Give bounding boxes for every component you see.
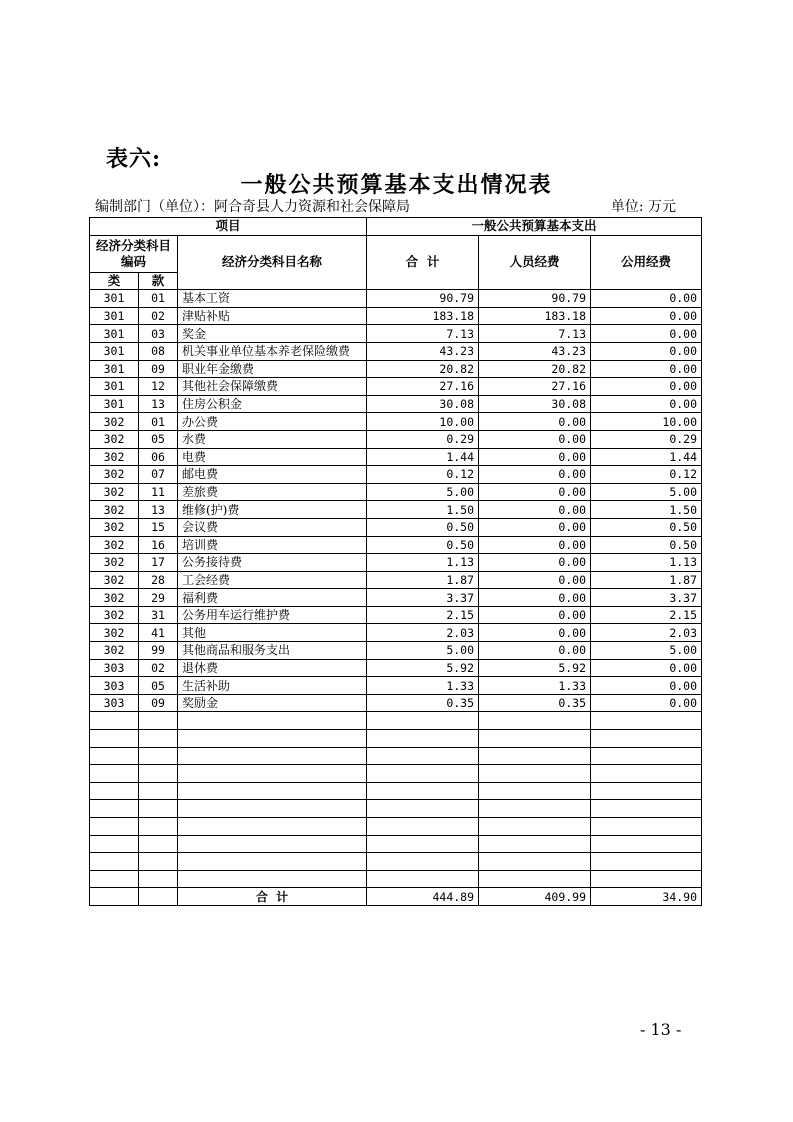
class-code-cell: 301 (90, 360, 139, 378)
table-row (90, 642, 702, 660)
blank-cell (139, 870, 178, 888)
class-code-cell: 302 (90, 430, 139, 448)
blank-cell (139, 835, 178, 853)
public-cell: 0.00 (591, 290, 702, 308)
class-code-cell: 302 (90, 554, 139, 572)
public-cell: 10.00 (591, 413, 702, 431)
total-cell: 0.29 (367, 430, 479, 448)
grand-personnel-cell: 409.99 (479, 888, 591, 906)
blank-cell (591, 765, 702, 783)
item-code-cell: 13 (139, 395, 178, 413)
item-code-cell: 99 (139, 642, 178, 660)
item-name-cell: 培训费 (178, 536, 367, 554)
public-cell: 1.87 (591, 571, 702, 589)
blank-cell (367, 712, 479, 730)
header-name: 经济分类科目名称 (178, 235, 367, 290)
total-cell: 30.08 (367, 395, 479, 413)
item-code-cell: 29 (139, 589, 178, 607)
class-code-cell: 301 (90, 325, 139, 343)
item-name-cell: 其他 (178, 624, 367, 642)
item-name-cell: 其他社会保障缴费 (178, 378, 367, 396)
header-personnel: 人员经费 (479, 235, 591, 290)
blank-cell (139, 765, 178, 783)
table-row (90, 483, 702, 501)
total-cell: 1.87 (367, 571, 479, 589)
personnel-cell: 0.00 (479, 554, 591, 572)
blank-cell (479, 835, 591, 853)
table-row (90, 466, 702, 484)
blank-row (90, 870, 702, 888)
blank-cell (90, 835, 139, 853)
item-code-cell: 09 (139, 360, 178, 378)
personnel-cell: 7.13 (479, 325, 591, 343)
item-code-cell: 15 (139, 518, 178, 536)
meta-line (95, 196, 680, 216)
class-code-cell: 302 (90, 518, 139, 536)
table-row (90, 571, 702, 589)
total-label: 合 计 (178, 888, 367, 906)
blank-cell (90, 888, 139, 906)
blank-cell (591, 730, 702, 748)
total-cell: 20.82 (367, 360, 479, 378)
item-name-cell: 其他商品和服务支出 (178, 642, 367, 660)
blank-row (90, 853, 702, 871)
table-body (90, 290, 702, 906)
table-row (90, 325, 702, 343)
class-code-cell: 302 (90, 642, 139, 660)
blank-cell (479, 712, 591, 730)
total-cell: 1.50 (367, 501, 479, 519)
grand-total-cell: 444.89 (367, 888, 479, 906)
public-cell: 0.00 (591, 325, 702, 343)
blank-cell (90, 853, 139, 871)
blank-row (90, 782, 702, 800)
public-cell: 1.50 (591, 501, 702, 519)
total-cell: 0.12 (367, 466, 479, 484)
blank-cell (139, 800, 178, 818)
personnel-cell: 5.92 (479, 659, 591, 677)
table-row (90, 378, 702, 396)
blank-cell (591, 870, 702, 888)
table-row (90, 307, 702, 325)
item-name-cell: 基本工资 (178, 290, 367, 308)
total-cell: 2.15 (367, 606, 479, 624)
blank-row (90, 835, 702, 853)
item-name-cell: 福利费 (178, 589, 367, 607)
blank-cell (139, 747, 178, 765)
public-cell: 1.13 (591, 554, 702, 572)
total-cell: 1.13 (367, 554, 479, 572)
public-cell: 0.50 (591, 536, 702, 554)
item-name-cell: 差旅费 (178, 483, 367, 501)
class-code-cell: 301 (90, 395, 139, 413)
total-cell: 5.92 (367, 659, 479, 677)
public-cell: 0.50 (591, 518, 702, 536)
class-code-cell: 302 (90, 589, 139, 607)
public-cell: 2.15 (591, 606, 702, 624)
public-cell: 0.00 (591, 342, 702, 360)
header-budget: 一般公共预算基本支出 (367, 218, 702, 236)
blank-cell (591, 712, 702, 730)
budget-table (89, 217, 702, 906)
blank-cell (90, 818, 139, 836)
table-row (90, 694, 702, 712)
public-cell: 0.29 (591, 430, 702, 448)
public-cell: 0.00 (591, 360, 702, 378)
header-project: 项目 (90, 218, 367, 236)
class-code-cell: 302 (90, 606, 139, 624)
blank-cell (367, 800, 479, 818)
item-name-cell: 公务接待费 (178, 554, 367, 572)
table-row (90, 448, 702, 466)
class-code-cell: 302 (90, 413, 139, 431)
blank-cell (90, 800, 139, 818)
public-cell: 0.12 (591, 466, 702, 484)
total-cell: 43.23 (367, 342, 479, 360)
public-cell: 0.00 (591, 395, 702, 413)
table-row (90, 360, 702, 378)
blank-cell (90, 747, 139, 765)
total-cell: 1.33 (367, 677, 479, 695)
blank-cell (178, 747, 367, 765)
header-code: 经济分类科目编码 (90, 235, 178, 272)
total-row (90, 888, 702, 906)
item-name-cell: 生活补助 (178, 677, 367, 695)
item-name-cell: 水费 (178, 430, 367, 448)
blank-cell (178, 782, 367, 800)
class-code-cell: 302 (90, 571, 139, 589)
table-row (90, 536, 702, 554)
item-code-cell: 06 (139, 448, 178, 466)
blank-cell (591, 835, 702, 853)
blank-cell (178, 870, 367, 888)
class-code-cell: 301 (90, 290, 139, 308)
personnel-cell: 0.00 (479, 448, 591, 466)
item-code-cell: 02 (139, 659, 178, 677)
personnel-cell: 43.23 (479, 342, 591, 360)
blank-cell (90, 712, 139, 730)
blank-cell (479, 765, 591, 783)
blank-cell (479, 747, 591, 765)
item-code-cell: 07 (139, 466, 178, 484)
personnel-cell: 0.00 (479, 642, 591, 660)
blank-cell (90, 765, 139, 783)
total-cell: 1.44 (367, 448, 479, 466)
item-code-cell: 03 (139, 325, 178, 343)
personnel-cell: 27.16 (479, 378, 591, 396)
item-name-cell: 公务用车运行维护费 (178, 606, 367, 624)
blank-row (90, 747, 702, 765)
table-row (90, 606, 702, 624)
table-row (90, 554, 702, 572)
blank-cell (367, 818, 479, 836)
item-code-cell: 31 (139, 606, 178, 624)
table-row (90, 659, 702, 677)
blank-cell (367, 870, 479, 888)
item-name-cell: 电费 (178, 448, 367, 466)
personnel-cell: 0.00 (479, 466, 591, 484)
public-cell: 0.00 (591, 378, 702, 396)
blank-cell (367, 730, 479, 748)
blank-cell (178, 765, 367, 783)
item-name-cell: 机关事业单位基本养老保险缴费 (178, 342, 367, 360)
blank-cell (367, 835, 479, 853)
blank-cell (479, 818, 591, 836)
personnel-cell: 0.00 (479, 606, 591, 624)
blank-cell (178, 835, 367, 853)
item-code-cell: 05 (139, 677, 178, 695)
personnel-cell: 0.00 (479, 536, 591, 554)
item-code-cell: 13 (139, 501, 178, 519)
blank-row (90, 730, 702, 748)
item-code-cell: 28 (139, 571, 178, 589)
class-code-cell: 301 (90, 307, 139, 325)
header-public: 公用经费 (591, 235, 702, 290)
blank-cell (139, 782, 178, 800)
page-number: - 13 - (640, 1020, 682, 1039)
item-name-cell: 住房公积金 (178, 395, 367, 413)
class-code-cell: 301 (90, 342, 139, 360)
table-row (90, 430, 702, 448)
table-row (90, 677, 702, 695)
blank-cell (591, 818, 702, 836)
blank-cell (139, 888, 178, 906)
personnel-cell: 0.00 (479, 624, 591, 642)
table-row (90, 589, 702, 607)
item-code-cell: 09 (139, 694, 178, 712)
item-name-cell: 奖励金 (178, 694, 367, 712)
table-row (90, 395, 702, 413)
blank-cell (479, 730, 591, 748)
blank-cell (367, 765, 479, 783)
personnel-cell: 0.00 (479, 430, 591, 448)
class-code-cell: 302 (90, 483, 139, 501)
class-code-cell: 302 (90, 501, 139, 519)
page-title: 一般公共预算基本支出情况表 (240, 172, 553, 198)
class-code-cell: 303 (90, 677, 139, 695)
blank-cell (178, 853, 367, 871)
total-cell: 183.18 (367, 307, 479, 325)
table-row (90, 342, 702, 360)
personnel-cell: 0.00 (479, 518, 591, 536)
class-code-cell: 302 (90, 624, 139, 642)
blank-cell (479, 782, 591, 800)
blank-cell (479, 853, 591, 871)
table-row (90, 624, 702, 642)
item-name-cell: 津贴补贴 (178, 307, 367, 325)
personnel-cell: 0.35 (479, 694, 591, 712)
item-name-cell: 职业年金缴费 (178, 360, 367, 378)
class-code-cell: 301 (90, 378, 139, 396)
class-code-cell: 302 (90, 448, 139, 466)
class-code-cell: 302 (90, 466, 139, 484)
item-name-cell: 工会经费 (178, 571, 367, 589)
table-row (90, 413, 702, 431)
total-cell: 2.03 (367, 624, 479, 642)
personnel-cell: 30.08 (479, 395, 591, 413)
personnel-cell: 183.18 (479, 307, 591, 325)
public-cell: 2.03 (591, 624, 702, 642)
item-name-cell: 邮电费 (178, 466, 367, 484)
blank-cell (139, 712, 178, 730)
blank-cell (591, 853, 702, 871)
personnel-cell: 1.33 (479, 677, 591, 695)
header-item: 款 (139, 272, 178, 290)
blank-row (90, 712, 702, 730)
total-cell: 10.00 (367, 413, 479, 431)
table-row (90, 501, 702, 519)
blank-row (90, 800, 702, 818)
personnel-cell: 0.00 (479, 413, 591, 431)
blank-cell (591, 782, 702, 800)
item-code-cell: 01 (139, 413, 178, 431)
blank-row (90, 765, 702, 783)
item-name-cell: 退休费 (178, 659, 367, 677)
total-cell: 0.50 (367, 518, 479, 536)
item-name-cell: 维修(护)费 (178, 501, 367, 519)
personnel-cell: 20.82 (479, 360, 591, 378)
personnel-cell: 0.00 (479, 483, 591, 501)
public-cell: 5.00 (591, 483, 702, 501)
blank-cell (178, 730, 367, 748)
public-cell: 0.00 (591, 677, 702, 695)
table-label: 表六: (106, 146, 162, 172)
blank-cell (367, 747, 479, 765)
total-cell: 5.00 (367, 483, 479, 501)
item-code-cell: 08 (139, 342, 178, 360)
item-code-cell: 16 (139, 536, 178, 554)
item-code-cell: 17 (139, 554, 178, 572)
blank-cell (90, 782, 139, 800)
item-code-cell: 12 (139, 378, 178, 396)
item-name-cell: 办公费 (178, 413, 367, 431)
class-code-cell: 303 (90, 694, 139, 712)
blank-cell (367, 853, 479, 871)
blank-cell (178, 818, 367, 836)
blank-cell (139, 853, 178, 871)
total-cell: 5.00 (367, 642, 479, 660)
item-code-cell: 41 (139, 624, 178, 642)
public-cell: 5.00 (591, 642, 702, 660)
public-cell: 0.00 (591, 659, 702, 677)
blank-cell (479, 870, 591, 888)
grand-public-cell: 34.90 (591, 888, 702, 906)
class-code-cell: 303 (90, 659, 139, 677)
blank-cell (90, 870, 139, 888)
table-row (90, 518, 702, 536)
total-cell: 0.35 (367, 694, 479, 712)
total-cell: 3.37 (367, 589, 479, 607)
blank-cell (90, 730, 139, 748)
blank-cell (591, 747, 702, 765)
table-row (90, 290, 702, 308)
blank-cell (591, 800, 702, 818)
department-label: 编制部门（单位）：阿合奇县人力资源和社会保障局 (95, 199, 410, 215)
blank-row (90, 818, 702, 836)
total-cell: 7.13 (367, 325, 479, 343)
blank-cell (178, 800, 367, 818)
blank-cell (139, 818, 178, 836)
item-code-cell: 11 (139, 483, 178, 501)
blank-cell (178, 712, 367, 730)
blank-cell (479, 800, 591, 818)
total-cell: 0.50 (367, 536, 479, 554)
personnel-cell: 0.00 (479, 501, 591, 519)
public-cell: 1.44 (591, 448, 702, 466)
class-code-cell: 302 (90, 536, 139, 554)
header-total: 合 计 (367, 235, 479, 290)
total-cell: 90.79 (367, 290, 479, 308)
unit-label: 单位: 万元 (610, 199, 676, 215)
item-code-cell: 02 (139, 307, 178, 325)
header-class: 类 (90, 272, 139, 290)
personnel-cell: 90.79 (479, 290, 591, 308)
public-cell: 0.00 (591, 307, 702, 325)
item-name-cell: 奖金 (178, 325, 367, 343)
item-code-cell: 05 (139, 430, 178, 448)
personnel-cell: 0.00 (479, 571, 591, 589)
blank-cell (139, 730, 178, 748)
item-code-cell: 01 (139, 290, 178, 308)
public-cell: 0.00 (591, 694, 702, 712)
public-cell: 3.37 (591, 589, 702, 607)
item-name-cell: 会议费 (178, 518, 367, 536)
personnel-cell: 0.00 (479, 589, 591, 607)
total-cell: 27.16 (367, 378, 479, 396)
blank-cell (367, 782, 479, 800)
